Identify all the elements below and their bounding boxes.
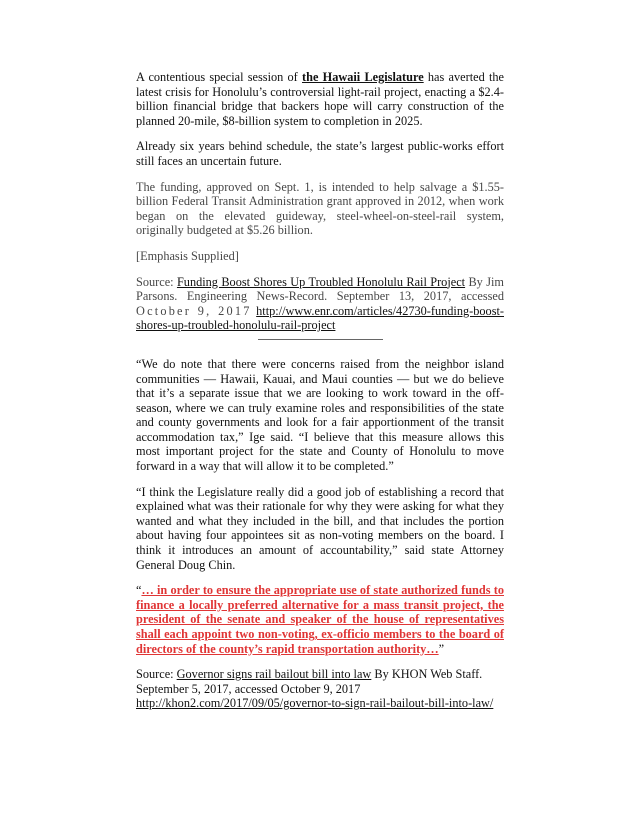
source-1 <box>136 275 504 333</box>
source-2-line-3 <box>136 696 504 711</box>
accessed-date: October 9, 2017 <box>136 303 252 318</box>
source-2-line-2: September 5, 2017, accessed October 9, 2017 <box>136 681 361 696</box>
paragraph-1 <box>136 70 504 128</box>
source-byline: By KHON Web Staff. <box>371 667 483 682</box>
source-label: Source: <box>136 667 177 682</box>
legislature-link[interactable]: the Hawaii Legislature <box>302 70 424 84</box>
source-byline: By Jim Parsons. Engineering News-Record. September 13, 2017, accessed <box>136 274 504 304</box>
source-2-title-link[interactable]: Governor signs rail bailout bill into law <box>176 667 372 682</box>
quote-1: “We do note that there were concerns raised from the neighbor island communities — Hawaii, Kauai, and Maui counties — but we do believe that it’s a separate issue that we are looking to work toward in the off-season, where we can truly examine roles and responsibilities of the state and county governments and look for a fair apportionment of the transit accommodation tax,” Ige said. “I believe that this measure allows this most important project for the state and County of Honolulu to move forward in a way that will allow it to be completed.” <box>136 356 504 474</box>
quote-2: “I think the Legislature really did a good job of establishing a record that explained what was their rationale for why they were asking for what they wanted and what they included in the bill, and that includes the portion about having four appointees sit as non-voting members on the board. I think it introduces an amount of accountability,” said state Attorney General Doug Chin. <box>136 484 504 572</box>
close-quote: ” <box>438 641 445 656</box>
source-label: Source: <box>136 274 177 289</box>
source-2 <box>136 667 504 711</box>
source-2-line-1 <box>136 667 504 682</box>
source-2-url-link[interactable]: http://khon2.com/2017/09/05/governor-to-sign-rail-bailout-bill-into-law/ <box>136 696 494 711</box>
paragraph-3: The funding, approved on Sept. 1, is intended to help salvage a $1.55-billion Federal Transit Administration grant approved in 2012, when work began on the elevated guideway, steel-wheel-on-steel-rail system, originally budgeted at $5.26 billion. <box>136 179 504 238</box>
quote-3 <box>136 583 504 656</box>
document-body <box>136 70 504 711</box>
text: has averted the latest crisis for Honolulu’s controversial light-rail project, enacting a $2.4-billion financial bridge that backers hope will carry construction of the planned 20-mile, $8-billion system to completion in 2025. <box>136 70 504 128</box>
open-quote: “ <box>136 583 142 598</box>
text: A contentious special session of <box>136 70 303 84</box>
emphasis-note: [Emphasis Supplied] <box>136 248 239 263</box>
paragraph-2: Already six years behind schedule, the state’s largest public-works effort still faces an uncertain future. <box>136 139 504 168</box>
highlighted-law-excerpt: … in order to ensure the appropriate use of state authorized funds to finance a locally preferred alternative for a mass transit project, the president of the senate and speaker of the house of representatives shall each appoint two non-voting, ex-officio members to the board of directors of the county’s rapid transportation authority… <box>136 583 504 656</box>
source-1-title-link[interactable]: Funding Boost Shores Up Troubled Honolulu Rail Project <box>176 274 466 289</box>
source-1-url-link[interactable]: http://www.enr.com/articles/42730-funding-boost-shores-up-troubled-honolulu-rail-project <box>136 303 504 333</box>
